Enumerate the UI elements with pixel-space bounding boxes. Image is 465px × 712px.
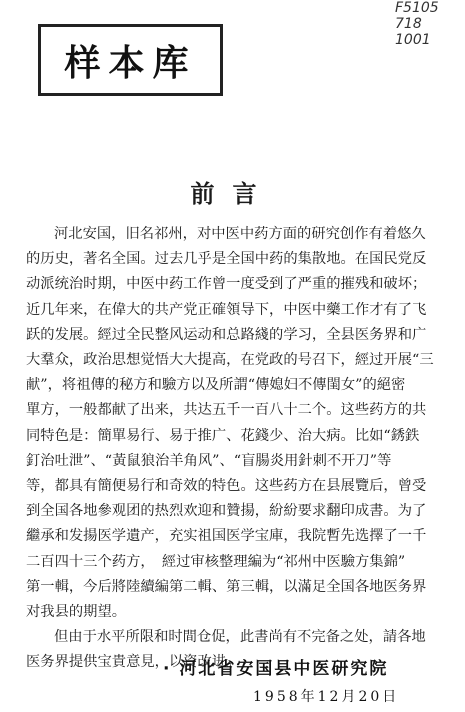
catalog-note bbox=[395, 0, 453, 48]
text-line: 河北安国，旧名祁州，对中医中药方面的研究创作有着悠久 bbox=[54, 226, 426, 242]
library-stamp bbox=[38, 24, 223, 96]
signature-org: · 河北省安国县中医研究院 bbox=[163, 659, 389, 679]
text-line: 医务界提供宝貴意見，以資改进。 bbox=[26, 654, 241, 671]
text-line: 近几年来，在偉大的共产党正確領导下，中医中藥工作才有了飞 bbox=[26, 301, 427, 318]
text-line: 跃的发展。經过全民整风运动和总路綫的学习，全县医务界和广 bbox=[26, 326, 427, 343]
page-title: 前言 bbox=[190, 180, 275, 208]
catalog-line-1: F5105 bbox=[395, 0, 439, 16]
text-line: 但由于水平所限和时間仓促，此書尚有不完备之处，請各地 bbox=[54, 629, 426, 646]
catalog-line-2: 718 bbox=[395, 16, 422, 32]
text-line: 同特色是：簡單易行、易于推广、花錢少、治大病。比如“銹鉄 bbox=[26, 427, 420, 444]
text-line: 第一輯，今后將陸續編第二輯、第三輯，以滿足全国各地医务界 bbox=[26, 578, 427, 595]
text-line: 的历史，著名全国。过去几乎是全国中药的集散地。在国民党反 bbox=[26, 251, 427, 268]
text-line: 到全国各地參观团的热烈欢迎和贊揚，紛紛要求翻印成書。为了 bbox=[26, 503, 427, 520]
signature-date: 1958年12月20日 bbox=[253, 689, 400, 705]
text-line: 对我县的期望。 bbox=[26, 604, 127, 621]
text-line: 繼承和发揚医学遺产，充实祖国医学宝庫，我院暫先选擇了一千 bbox=[26, 528, 427, 545]
text-line: 献”，将祖傳的秘方和驗方以及所謂“傳媳妇不傳閨女”的絕密 bbox=[26, 377, 406, 394]
text-line: 釘治吐泄”、“黃鼠狼治羊角风”、“盲腸炎用針刺不开刀”等 bbox=[26, 452, 392, 469]
text-line: 等，都具有簡便易行和奇效的特色。这些药方在县展覽后，曾受 bbox=[26, 478, 427, 495]
text-line: 大羣众，政治思想觉悟大大提高，在党政的号召下，經过开展“三 bbox=[26, 352, 434, 369]
catalog-line-3: 1001 bbox=[395, 32, 431, 48]
text-line: 二百四十三个药方， 經过审核整理編为“祁州中医驗方集錦” bbox=[26, 553, 406, 570]
text-line: 單方，一般都献了出来，共达五千一百八十二个。这些药方的共 bbox=[26, 402, 427, 419]
text-line: 动派统治时期，中医中药工作曾一度受到了严重的摧残和破坏； bbox=[26, 276, 427, 293]
preface-body bbox=[26, 222, 446, 676]
stamp-text: 样本库 bbox=[64, 42, 197, 84]
